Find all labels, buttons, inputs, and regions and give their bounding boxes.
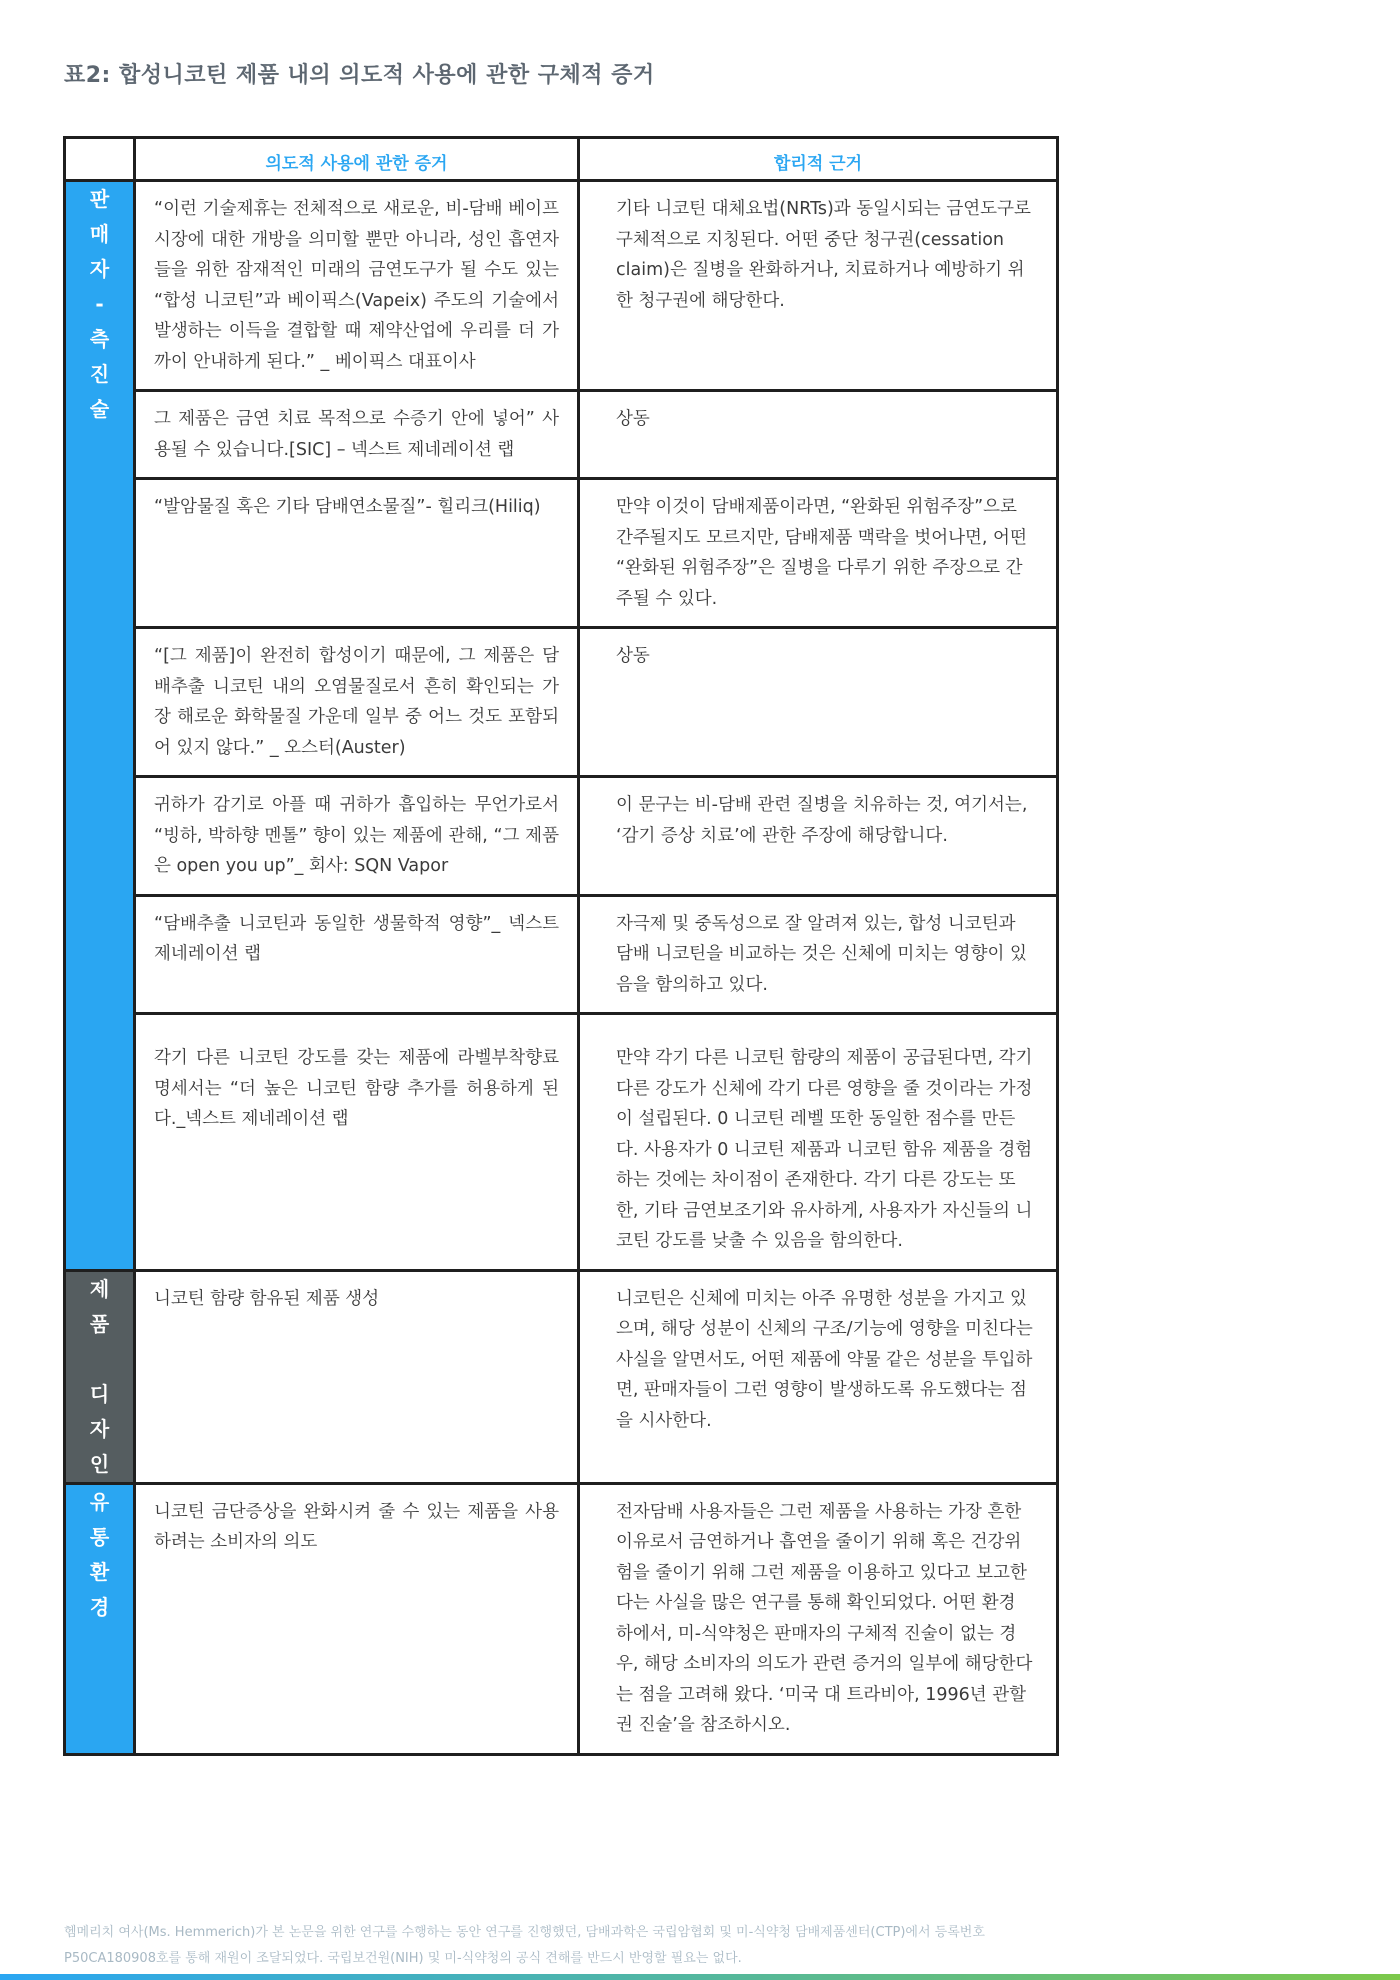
- table-row: [65, 479, 1058, 628]
- basis-cell: 자극제 및 중독성으로 잘 알려져 있는, 합성 니코틴과 담배 니코틴을 비교하는 것은 신체에 미치는 영향이 있음을 함의하고 있다.: [579, 895, 1058, 1014]
- table-row: [65, 1483, 1058, 1754]
- group-char: 판: [89, 187, 110, 211]
- evidence-cell: 귀하가 감기로 아플 때 귀하가 흡입하는 무언가로서 “빙하, 박하향 멘톨” 향이 있는 제품에 관해, “그 제품은 open you up”_ 회사: SQN Vapor: [135, 777, 579, 896]
- table-row: [65, 1270, 1058, 1483]
- evidence-cell: 니코틴 금단증상을 완화시켜 줄 수 있는 제품을 사용하려는 소비자의 의도: [135, 1483, 579, 1754]
- evidence-cell: 니코틴 함량 함유된 제품 생성: [135, 1270, 579, 1483]
- basis-cell: 만약 이것이 담배제품이라면, “완화된 위험주장”으로 간주될지도 모르지만, 담배제품 맥락을 벗어나면, 어떤 “완화된 위험주장”은 질병을 다루기 위한 주장으로 간주될 수 있다.: [579, 479, 1058, 628]
- group-char: 경: [89, 1594, 110, 1619]
- evidence-cell: “발암물질 혹은 기타 담배연소물질”- 힐리크(Hiliq): [135, 479, 579, 628]
- table-row: [65, 777, 1058, 896]
- table-header-row: [65, 138, 1058, 181]
- group-label-design: [65, 1270, 135, 1483]
- group-label-seller: [65, 181, 135, 1271]
- basis-cell: 기타 니코틴 대체요법(NRTs)과 동일시되는 금연도구로 구체적으로 지칭된다. 어떤 중단 청구권(cessation claim)은 질병을 완화하거나, 치료하거나 예방하기 위한 청구권에 해당한다.: [579, 181, 1058, 391]
- evidence-cell: “이런 기술제휴는 전체적으로 새로운, 비-담배 베이프 시장에 대한 개방을 의미할 뿐만 아니라, 성인 흡연자들을 위한 잠재적인 미래의 금연도구가 될 수도 있는 “합성 니코틴”과 베이픽스(Vapeix) 주도의 기술에서 발생하는 이득을 결합할 때 제약산업에 우리를 더 가까이 안내하게 된다.” _ 베이픽스 대표이사: [135, 181, 579, 391]
- evidence-cell: “[그 제품]이 완전히 합성이기 때문에, 그 제품은 담배추출 니코틴 내의 오염물질로서 흔히 확인되는 가장 해로운 화학물질 가운데 일부 중 어느 것도 포함되어 있지 않다.” _ 오스터(Auster): [135, 628, 579, 777]
- group-char: 매: [89, 222, 110, 246]
- group-char: 유: [89, 1489, 110, 1514]
- header-corner: [65, 138, 135, 181]
- group-char: 환: [89, 1559, 110, 1584]
- table-row: [65, 895, 1058, 1014]
- group-char: 자: [89, 1416, 110, 1441]
- group-char: 자: [89, 257, 110, 281]
- table-row: [65, 391, 1058, 479]
- table-row: [65, 628, 1058, 777]
- group-label-distribution: [65, 1483, 135, 1754]
- table-row: [65, 1014, 1058, 1271]
- footnote: 헴메리치 여사(Ms. Hemmerich)가 본 논문을 위한 연구를 수행하는 동안 연구를 진행했던, 담배과학은 국립암협회 및 미-식약청 담배제품센터(CTP)에서 등록번호 P50CA180908호를 통해 재원이 조달되었다. 국립보건원(NIH) 및 미-식약청의 공식 견해를 반드시 반영할 필요는 없다.: [64, 1925, 985, 1966]
- group-char: -: [95, 292, 104, 316]
- evidence-table-wrapper: [63, 136, 1056, 1756]
- basis-cell: 이 문구는 비-담배 관련 질병을 치유하는 것, 여기서는, ‘감기 증상 치료’에 관한 주장에 해당합니다.: [579, 777, 1058, 896]
- evidence-table: [63, 136, 1059, 1756]
- group-char: 디: [89, 1381, 110, 1406]
- group-char: [66, 1342, 133, 1377]
- group-char: 제: [89, 1276, 110, 1301]
- group-char: 술: [89, 397, 110, 421]
- page-title: 표2: 합성니코틴 제품 내의 의도적 사용에 관한 구체적 증거: [64, 63, 655, 88]
- basis-cell: 니코틴은 신체에 미치는 아주 유명한 성분을 가지고 있으며, 해당 성분이 신체의 구조/기능에 영향을 미친다는 사실을 알면서도, 어떤 제품에 약물 같은 성분을 투입하면, 판매자들이 그런 영향이 발생하도록 유도했다는 점을 시사한다.: [579, 1270, 1058, 1483]
- evidence-cell: “담배추출 니코틴과 동일한 생물학적 영향”_ 넥스트 제네레이션 랩: [135, 895, 579, 1014]
- basis-cell: 만약 각기 다른 니코틴 함량의 제품이 공급된다면, 각기 다른 강도가 신체에 각기 다른 영향을 줄 것이라는 가정이 설립된다. 0 니코틴 레벨 또한 동일한 점수를 만든다. 사용자가 0 니코틴 제품과 니코틴 함유 제품을 경험하는 것에는 차이점이 존재한다. 각기 다른 강도는 또한, 기타 금연보조기와 유사하게, 사용자가 자신들의 니코틴 강도를 낮출 수 있음을 함의한다.: [579, 1014, 1058, 1271]
- basis-cell: 상동: [579, 628, 1058, 777]
- group-char: 인: [89, 1451, 110, 1476]
- basis-cell: 상동: [579, 391, 1058, 479]
- table-row: [65, 181, 1058, 391]
- group-char: 품: [89, 1311, 110, 1336]
- group-char: 측: [89, 327, 110, 351]
- basis-cell: 전자담배 사용자들은 그런 제품을 사용하는 가장 흔한 이유로서 금연하거나 흡연을 줄이기 위해 혹은 건강위험을 줄이기 위해 그런 제품을 이용하고 있다고 보고한다는 사실을 많은 연구를 통해 확인되었다. 어떤 환경 하에서, 미-식약청은 판매자의 구체적 진술이 없는 경우, 해당 소비자의 의도가 관련 증거의 일부에 해당한다는 점을 고려해 왔다. ‘미국 대 트라비아, 1996년 관할권 진술’을 참조하시오.: [579, 1483, 1058, 1754]
- group-char: 통: [89, 1524, 110, 1549]
- group-char: 진: [89, 362, 110, 386]
- header-evidence: 의도적 사용에 관한 증거: [135, 138, 579, 181]
- header-basis: 합리적 근거: [579, 138, 1058, 181]
- bottom-accent-bar: [0, 1974, 1400, 1980]
- evidence-cell: 각기 다른 니코틴 강도를 갖는 제품에 라벨부착향료 명세서는 “더 높은 니코틴 함량 추가를 허용하게 된다._넥스트 제네레이션 랩: [135, 1014, 579, 1271]
- evidence-cell: 그 제품은 금연 치료 목적으로 수증기 안에 넣어” 사용될 수 있습니다.[SIC] – 넥스트 제네레이션 랩: [135, 391, 579, 479]
